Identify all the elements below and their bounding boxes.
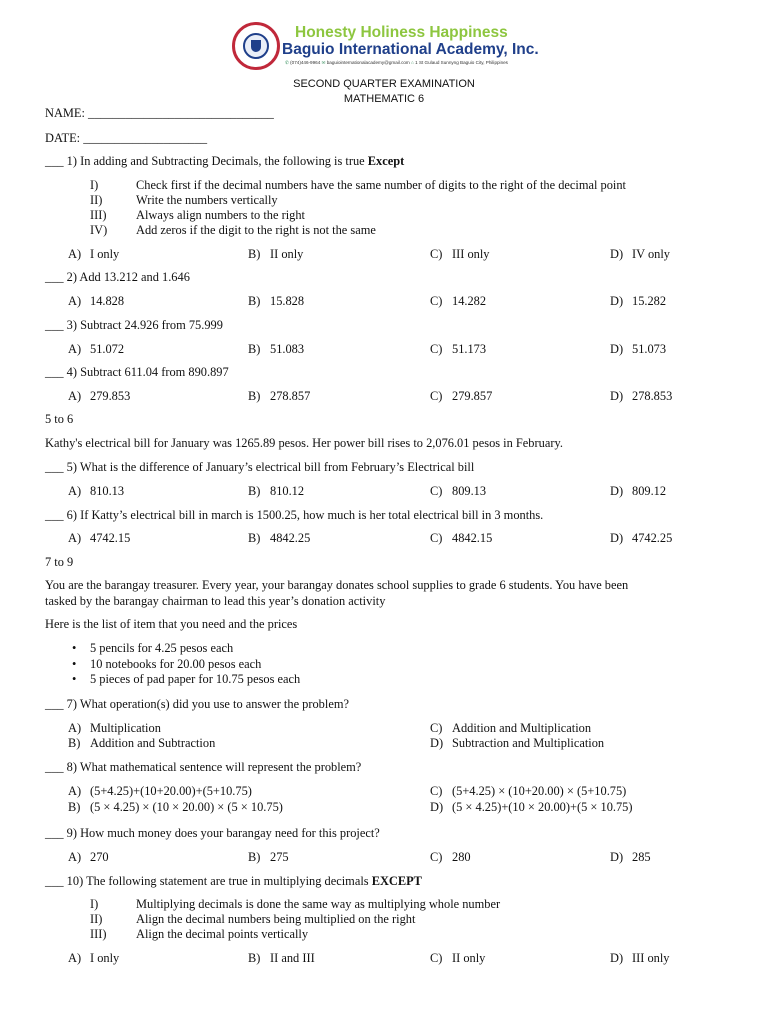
group-context-5-6: Kathy's electrical bill for January was 1265.89 pesos. Her power bill rises to 2,076.01 pesos in February. [45,436,563,450]
option-letter: A) [68,342,82,356]
question-3: ___ 3) Subtract 24.926 from 75.999 [45,318,223,332]
option-text: (5+4.25)+(10+20.00)+(5+10.75) [90,784,252,798]
option-text: 15.828 [270,294,305,308]
option-text: 51.173 [452,342,487,356]
group-context-line-1: You are the barangay treasurer. Every year, your barangay donates school supplies to grade 6 students. You have been [45,578,629,592]
q2-option-d[interactable] [610,294,666,309]
q1-item-text: Write the numbers vertically [136,193,278,207]
logo-seal [243,33,269,59]
exam-subject: MATHEMATIC 6 [343,93,425,105]
option-letter: A) [68,850,82,864]
option-letter: C) [430,951,443,965]
bullet-icon: • [72,672,77,686]
option-letter: B) [68,736,81,750]
option-text: (5+4.25) × (10+20.00) × (5+10.75) [452,784,627,798]
option-text: I only [90,951,120,965]
option-letter: D) [430,800,444,814]
question-4: ___ 4) Subtract 611.04 from 890.897 [45,365,229,379]
list-item: 10 notebooks for 20.00 pesos each [90,657,262,671]
q10-item-text: Align the decimal numbers being multiplied on the right [136,912,416,926]
option-letter: C) [430,784,443,798]
question-10-text: ___ 10) The following statement are true in multiplying decimals [45,874,372,888]
question-2: ___ 2) Add 13.212 and 1.646 [45,270,190,284]
option-text: 278.857 [270,389,311,403]
option-letter: A) [68,389,82,403]
option-text: 51.072 [90,342,125,356]
option-text: 14.828 [90,294,125,308]
option-letter: D) [610,951,624,965]
q7-option-b[interactable] [68,736,215,751]
option-letter: D) [610,247,624,261]
q8-option-a[interactable] [68,784,252,799]
exam-title: SECOND QUARTER EXAMINATION [293,78,475,90]
option-text: 809.12 [632,484,667,498]
school-motto: Honesty Holiness Happiness [295,24,508,41]
option-text: 275 [270,850,289,864]
question-9: ___ 9) How much money does your barangay need for this project? [45,826,380,840]
group-label-7-9: 7 to 9 [45,555,74,569]
option-text: 15.282 [632,294,667,308]
q3-option-a[interactable] [68,342,124,357]
option-letter: D) [430,736,444,750]
q10-option-c[interactable] [430,951,485,966]
q1-option-c[interactable] [430,247,490,262]
q10-item-text: Align the decimal points vertically [136,927,309,941]
option-letter: A) [68,247,82,261]
q10-item-num: II) [90,912,103,926]
name-field[interactable]: NAME: ______________________________ [45,106,274,120]
question-10 [45,874,422,889]
option-letter: A) [68,721,82,735]
shield-icon [251,40,261,52]
option-letter: D) [610,294,624,308]
q1-item-num: I) [90,178,99,192]
q6-option-d[interactable] [610,531,672,546]
list-intro: Here is the list of item that you need and the prices [45,617,298,631]
option-text: III only [452,247,490,261]
option-text: 51.083 [270,342,305,356]
q2-option-c[interactable] [430,294,486,309]
question-5: ___ 5) What is the difference of January’s electrical bill from February’s Electrical bill [45,460,475,474]
q5-option-d[interactable] [610,484,666,499]
bullet-icon: • [72,641,77,655]
q9-option-c[interactable] [430,850,471,865]
q10-option-d[interactable] [610,951,670,966]
option-letter: B) [248,951,261,965]
q1-item-num: II) [90,193,103,207]
option-letter: D) [610,389,624,403]
question-7: ___ 7) What operation(s) did you use to answer the problem? [45,697,349,711]
contact-email: baguiointernationalacademy@gmail.com [326,60,410,65]
q1-item-text: Always align numbers to the right [136,208,305,222]
contact-line [285,60,508,66]
option-text: 279.853 [90,389,131,403]
option-text: Addition and Multiplication [452,721,592,735]
option-text: I only [90,247,120,261]
q7-option-c[interactable] [430,721,591,736]
question-1 [45,154,404,169]
option-text: Addition and Subtraction [90,736,216,750]
option-letter: B) [248,294,261,308]
question-1-text: ___ 1) In adding and Subtracting Decimals, the following is true [45,154,368,168]
option-letter: A) [68,531,82,545]
q1-item-num: IV) [90,223,108,237]
option-text: Multiplication [90,721,161,735]
email-icon: ✉ [321,60,326,65]
question-10-emph: EXCEPT [371,874,422,888]
q9-option-a[interactable] [68,850,109,865]
q9-option-d[interactable] [610,850,651,865]
q9-option-b[interactable] [248,850,289,865]
option-text: Subtraction and Multiplication [452,736,605,750]
option-text: II only [452,951,486,965]
phone-icon: ✆ [285,60,289,65]
date-field[interactable]: DATE: ____________________ [45,131,208,145]
q10-option-b[interactable] [248,951,315,966]
option-text: 285 [632,850,651,864]
school-logo [232,22,280,70]
q5-option-a[interactable] [68,484,124,499]
option-letter: B) [248,850,261,864]
q10-item-num: I) [90,897,99,911]
q6-option-a[interactable] [68,531,130,546]
q8-option-d[interactable] [430,800,633,815]
question-6: ___ 6) If Katty’s electrical bill in march is 1500.25, how much is her total electrical bill in 3 months. [45,508,544,522]
q4-option-a[interactable] [68,389,130,404]
option-letter: D) [610,484,624,498]
q5-option-b[interactable] [248,484,304,499]
option-text: III only [632,951,670,965]
q1-option-a[interactable] [68,247,119,262]
option-text: (5 × 4.25)+(10 × 20.00)+(5 × 10.75) [452,800,633,814]
option-letter: A) [68,784,82,798]
q3-option-b[interactable] [248,342,304,357]
option-text: 278.853 [632,389,673,403]
option-text: 809.13 [452,484,487,498]
option-letter: B) [68,800,81,814]
question-8: ___ 8) What mathematical sentence will represent the problem? [45,760,362,774]
bullet-icon: • [72,657,77,671]
option-letter: C) [430,484,443,498]
option-text: 4742.15 [90,531,131,545]
group-label-5-6: 5 to 6 [45,412,74,426]
q2-option-a[interactable] [68,294,124,309]
option-letter: C) [430,247,443,261]
option-letter: A) [68,951,82,965]
q10-item-text: Multiplying decimals is done the same way as multiplying whole number [136,897,501,911]
group-context-line-2: tasked by the barangay chairman to lead this year’s donation activity [45,594,386,608]
option-text: IV only [632,247,670,261]
option-letter: A) [68,294,82,308]
option-letter: C) [430,721,443,735]
option-text: II only [270,247,304,261]
option-letter: B) [248,389,261,403]
option-letter: C) [430,531,443,545]
option-text: 4842.25 [270,531,311,545]
option-text: (5 × 4.25) × (10 × 20.00) × (5 × 10.75) [90,800,283,814]
q3-option-c[interactable] [430,342,486,357]
option-letter: C) [430,294,443,308]
q4-option-c[interactable] [430,389,492,404]
q4-option-d[interactable] [610,389,672,404]
option-letter: B) [248,342,261,356]
q3-option-d[interactable] [610,342,666,357]
q2-option-b[interactable] [248,294,304,309]
contact-phone: (074)446-9964 [290,60,321,65]
option-letter: B) [248,484,261,498]
q4-option-b[interactable] [248,389,310,404]
q6-option-b[interactable] [248,531,310,546]
option-text: 4742.25 [632,531,673,545]
list-item: 5 pencils for 4.25 pesos each [90,641,234,655]
q5-option-c[interactable] [430,484,486,499]
location-icon: ⌂ [411,60,414,65]
q1-option-b[interactable] [248,247,303,262]
list-item: 5 pieces of pad paper for 10.75 pesos each [90,672,301,686]
q10-option-a[interactable] [68,951,119,966]
option-letter: C) [430,342,443,356]
q6-option-c[interactable] [430,531,492,546]
option-text: 51.073 [632,342,667,356]
q8-option-c[interactable] [430,784,626,799]
q1-option-d[interactable] [610,247,670,262]
option-text: 4842.15 [452,531,493,545]
q8-option-b[interactable] [68,800,283,815]
contact-address: 1 St Gulaud Sunnyng Baguio City, Philippines [415,60,508,65]
option-text: II and III [270,951,315,965]
q10-item-num: III) [90,927,107,941]
option-text: 14.282 [452,294,487,308]
option-text: 280 [452,850,471,864]
question-1-emph: Except [367,154,405,168]
option-letter: B) [248,247,261,261]
option-letter: D) [610,342,624,356]
q1-item-text: Check first if the decimal numbers have the same number of digits to the right of the decimal point [136,178,626,192]
option-text: 810.12 [270,484,305,498]
option-text: 270 [90,850,109,864]
option-letter: B) [248,531,261,545]
q1-item-text: Add zeros if the digit to the right is not the same [136,223,376,237]
option-letter: A) [68,484,82,498]
option-letter: D) [610,531,624,545]
q7-option-a[interactable] [68,721,161,736]
q1-item-num: III) [90,208,107,222]
option-letter: C) [430,850,443,864]
option-letter: D) [610,850,624,864]
option-text: 279.857 [452,389,493,403]
option-letter: C) [430,389,443,403]
q7-option-d[interactable] [430,736,604,751]
school-name: Baguio International Academy, Inc. [282,41,539,58]
option-text: 810.13 [90,484,125,498]
